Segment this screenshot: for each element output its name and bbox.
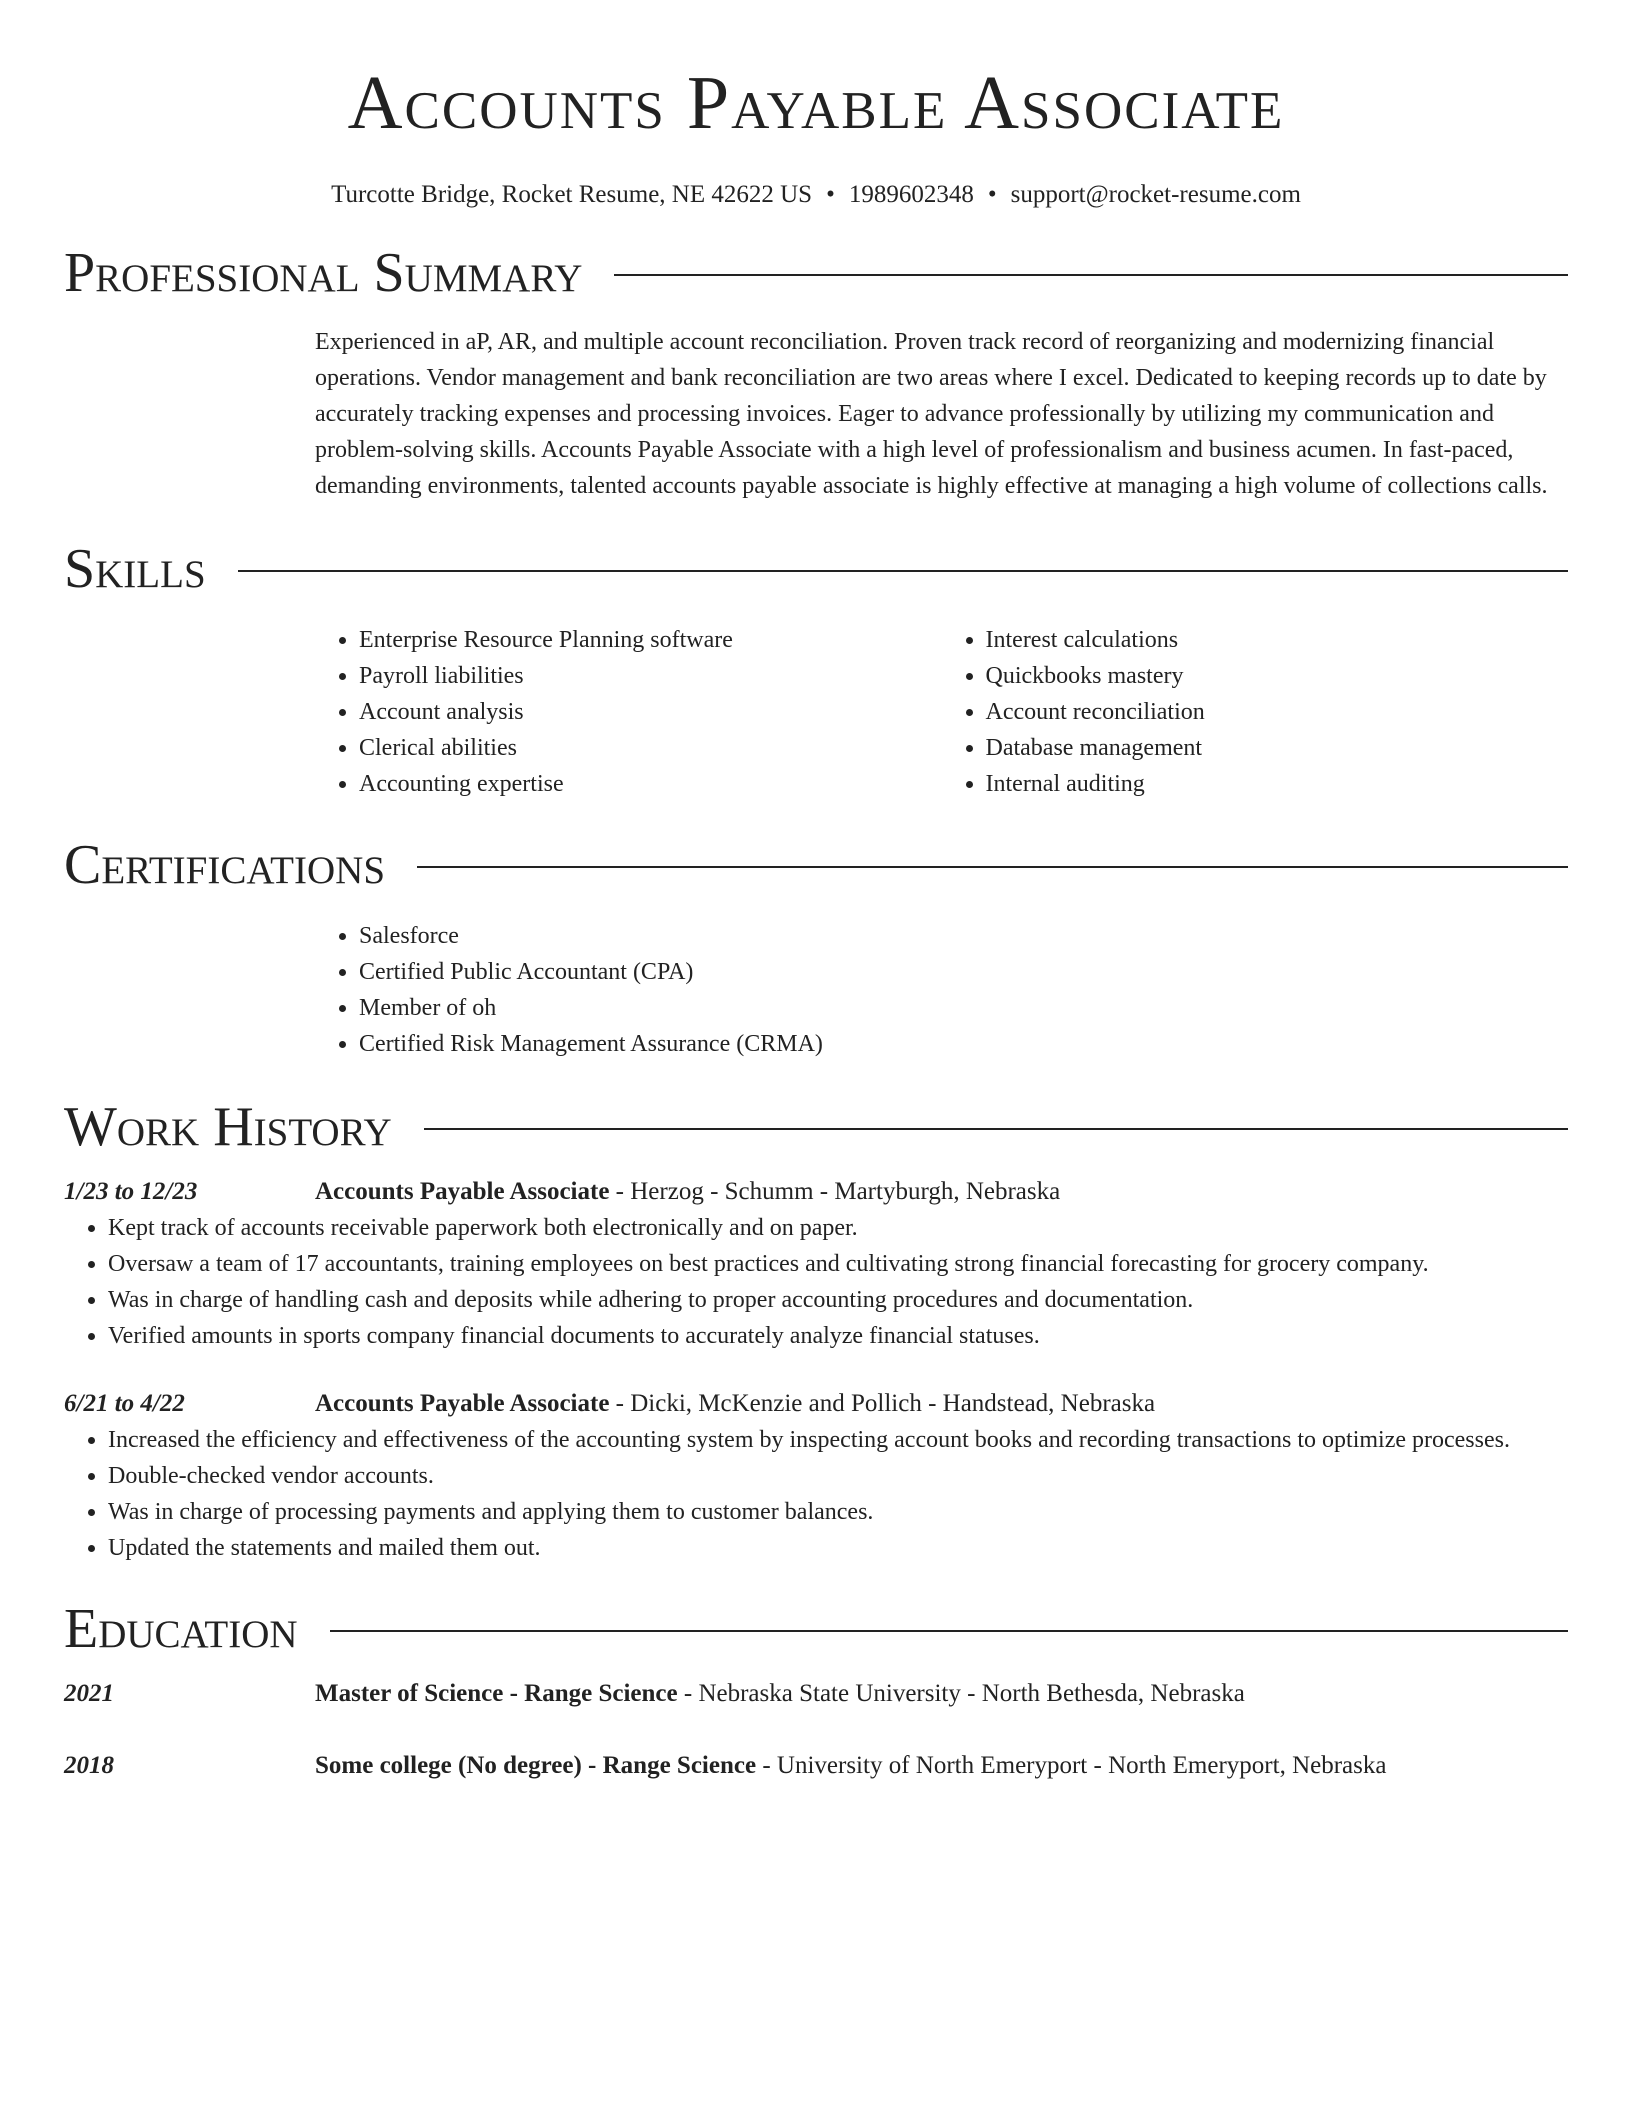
work-history-title: Work History [64,1096,392,1158]
section-divider [424,1128,1568,1130]
skill-item: • Internal auditing [986,766,1569,802]
certifications-header [64,830,1568,900]
education-heading [315,1676,1245,1712]
job-bullets [64,1422,1568,1566]
skills-section [64,534,1568,802]
job-entry [64,1174,1568,1354]
resume-page [64,0,1568,1784]
skill-item: • Quickbooks mastery [986,658,1569,694]
education-section [64,1594,1568,1784]
job-title: Accounts Payable Associate [315,1390,610,1417]
summary-title: Professional Summary [64,242,583,304]
job-dates: 1/23 to 12/23 [64,1178,198,1205]
education-header [64,1594,1568,1664]
certification-item: • Salesforce [359,918,1568,954]
education-entry [64,1748,1568,1784]
education-title: Education [64,1598,298,1660]
education-degree: Some college (No degree) - Range Science [315,1752,757,1779]
work-history-section [64,1092,1568,1566]
job-bullet: • Double-checked vendor accounts. [108,1458,1568,1494]
job-heading [315,1174,1060,1210]
certifications-body [315,918,1568,1062]
summary-body [315,324,1568,504]
skills-list-right [942,622,1569,802]
skill-item: • Payroll liabilities [359,658,942,694]
job-bullet: • Updated the statements and mailed them out. [108,1530,1568,1566]
section-divider [238,570,1568,572]
skill-item: • Interest calculations [986,622,1569,658]
education-degree: Master of Science - Range Science [315,1680,678,1707]
certifications-title: Certifications [64,834,386,896]
contact-line [64,178,1568,212]
job-title: Accounts Payable Associate [315,1178,610,1205]
education-details: - Nebraska State University - North Bethesda, Nebraska [677,1680,1245,1707]
resume-name: Accounts Payable Associate [347,61,1285,145]
skills-title: Skills [64,538,206,600]
job-bullet: • Verified amounts in sports company financial documents to accurately analyze financial statuses. [108,1318,1568,1354]
certification-item: • Certified Public Accountant (CPA) [359,954,1568,990]
skill-item: • Account reconciliation [986,694,1569,730]
job-bullet: • Kept track of accounts receivable paperwork both electronically and on paper. [108,1210,1568,1246]
job-bullets [64,1210,1568,1354]
certification-item: • Member of oh [359,990,1568,1026]
contact-phone: 1989602348 [848,181,974,208]
section-divider [330,1630,1568,1632]
skill-item: • Database management [986,730,1569,766]
skills-grid [315,622,1568,802]
education-heading [315,1748,1386,1784]
skill-item: • Enterprise Resource Planning software [359,622,942,658]
section-divider [614,274,1568,276]
skills-list-left [315,622,942,802]
education-year: 2018 [64,1752,114,1779]
summary-header [64,238,1568,308]
job-entry [64,1386,1568,1566]
job-header [64,1386,1568,1422]
job-heading [315,1386,1155,1422]
job-details: - Dicki, McKenzie and Pollich - Handstead, Nebraska [609,1390,1156,1417]
education-entry [64,1676,1568,1712]
job-header [64,1174,1568,1210]
contact-separator: • [987,181,997,208]
certifications-section [64,830,1568,1062]
job-bullet: • Was in charge of processing payments and applying them to customer balances. [108,1494,1568,1530]
contact-address: Turcotte Bridge, Rocket Resume, NE 42622 US [331,181,813,208]
section-divider [417,866,1568,868]
job-bullet: • Oversaw a team of 17 accountants, training employees on best practices and cultivating strong financial forecasting for grocery company. [108,1246,1568,1282]
certifications-list [315,918,1568,1062]
job-details: - Herzog - Schumm - Martyburgh, Nebraska [609,1178,1061,1205]
skill-item: • Accounting expertise [359,766,942,802]
summary-section [64,238,1568,504]
skill-item: • Clerical abilities [359,730,942,766]
job-bullet: • Increased the efficiency and effectiveness of the accounting system by inspecting account books and recording transactions to optimize processes. [108,1422,1568,1458]
contact-separator: • [826,181,835,208]
contact-email[interactable]: support@rocket-resume.com [1010,181,1301,208]
education-details: - University of North Emeryport - North Emeryport, Nebraska [756,1752,1387,1779]
skill-item: • Account analysis [359,694,942,730]
summary-text: Experienced in aP, AR, and multiple account reconciliation. Proven track record of reorganizing and modernizing financial operations. Vendor management and bank reconciliation are two areas where I excel. Dedicated to keeping records up to date by accurately tracking expenses and processing invoices. Eager to advance professionally by utilizing my communication and problem-solving skills. Accounts Payable Associate with a high level of professionalism and business acumen. In fast-paced, demanding environments, talented accounts payable associate is highly effective at managing a high volume of collections calls. [315,329,1548,499]
work-history-header [64,1092,1568,1162]
skills-header [64,534,1568,604]
job-bullet: • Was in charge of handling cash and deposits while adhering to proper accounting procedures and documentation. [108,1282,1568,1318]
education-year: 2021 [64,1680,114,1707]
job-dates: 6/21 to 4/22 [64,1390,185,1417]
certification-item: • Certified Risk Management Assurance (CRMA) [359,1026,1568,1062]
